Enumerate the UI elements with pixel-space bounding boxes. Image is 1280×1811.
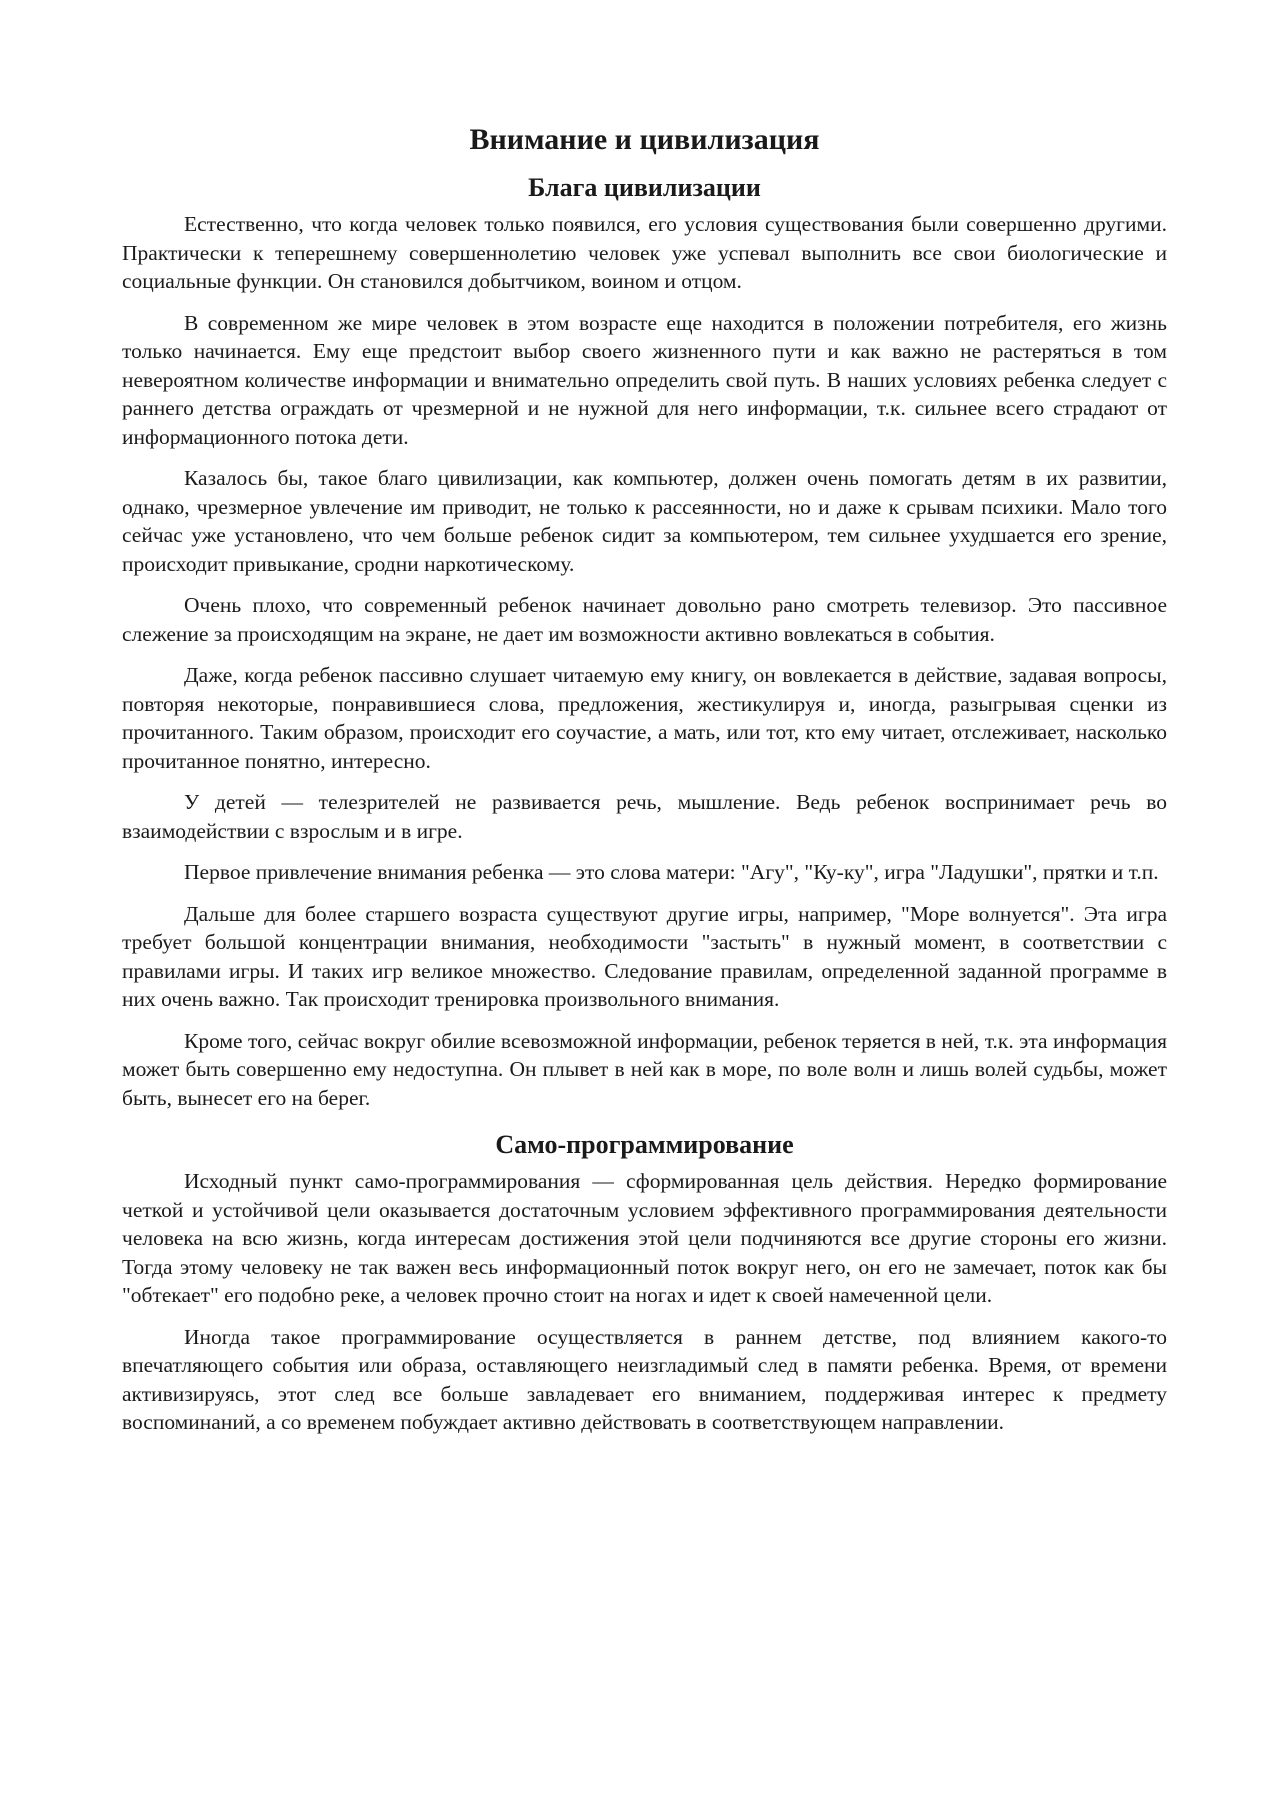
paragraph: Кроме того, сейчас вокруг обилие всевозможной информации, ребенок теряется в ней, т.к. эта информация может быть совершенно ему недоступна. Он плывет в ней как в море, по воле волн и лишь волей судьбы, может быть, вынесет его на берег. — [122, 1028, 1167, 1110]
document-page — [122, 118, 1167, 1450]
paragraph: Очень плохо, что современный ребенок начинает довольно рано смотреть телевизор. Это пассивное слежение за происходящим на экране, не дает им возможности активно вовлекаться в события. — [122, 593, 1167, 646]
paragraph: В современном же мире человек в этом возрасте еще находится в положении потребителя, его жизнь только начинается. Ему еще предстоит выбор своего жизненного пути и как важно не растеряться в том невероятном количестве информации и внимательно определить свой путь. В наших условиях ребенка следует с раннего детства ограждать от чрезмерной и не нужной для него информации, т.к. сильнее всего страдают от информационного потока дети. — [122, 310, 1167, 449]
paragraph: Иногда такое программирование осуществляется в раннем детстве, под влиянием какого-то впечатляющего события или образа, оставляющего неизгладимый след в памяти ребенка. Время, от времени активизируясь, этот след все больше завладевает его вниманием, поддерживая интерес к предмету воспоминаний, а со временем побуждает активно действовать в соответствующем направлении. — [122, 1324, 1167, 1434]
section-heading-blaga: Блага цивилизации — [528, 173, 761, 202]
paragraph: Исходный пункт само-программирования — сформированная цель действия. Нередко формирование четкой и устойчивой цели оказывается достаточным условием эффективного программирования деятельности человека на всю жизнь, когда интересам достижения этой цели подчиняются все другие стороны его жизни. Тогда этому человеку не так важен весь информационный поток вокруг него, он его не замечает, поток как бы "обтекает" его подобно реке, а человек прочно стоит на ногах и идет к своей намеченной цели. — [122, 1169, 1167, 1307]
document-title: Внимание и цивилизация — [469, 123, 820, 156]
paragraph: Даже, когда ребенок пассивно слушает читаемую ему книгу, он вовлекается в действие, задавая вопросы, повторяя некоторые, понравившиеся слова, предложения, жестикулируя и, иногда, разыгрывая сценки из прочитанного. Таким образом, происходит его соучастие, а мать, или тот, кто ему читает, отслеживает, насколько прочитанное понятно, интересно. — [122, 663, 1167, 773]
paragraph: Первое привлечение внимания ребенка — это слова матери: "Агу", "Ку-ку", игра "Ладушки", прятки и т.п. — [184, 860, 1159, 884]
section-heading-samoprogrammirovanie: Само-программирование — [495, 1130, 794, 1159]
paragraph: Естественно, что когда человек только появился, его условия существования были совершенно другими. Практически к теперешнему совершеннолетию человек уже успевал выполнить все свои биологические и социальные функции. Он становился добытчиком, воином и отцом. — [122, 212, 1167, 293]
paragraph: Казалось бы, такое благо цивилизации, как компьютер, должен очень помогать детям в их развитии, однако, чрезмерное увлечение им приводит, не только к рассеянности, но и даже к срывам психики. Мало того сейчас уже установлено, что чем больше ребенок сидит за компьютером, тем сильнее ухудшается его зрение, происходит привыкание, сродни наркотическому. — [122, 466, 1167, 576]
paragraph: Дальше для более старшего возраста существуют другие игры, например, "Море волнуется". Эта игра требует большой концентрации внимания, необходимости "застыть" в нужный момент, в соответствии с правилами игры. И таких игр великое множество. Следование правилам, определенной заданной программе в них очень важно. Так происходит тренировка произвольного внимания. — [122, 901, 1167, 1011]
paragraph: У детей — телезрителей не развивается речь, мышление. Ведь ребенок воспринимает речь во взаимодействии с взрослым и в игре. — [122, 790, 1167, 843]
